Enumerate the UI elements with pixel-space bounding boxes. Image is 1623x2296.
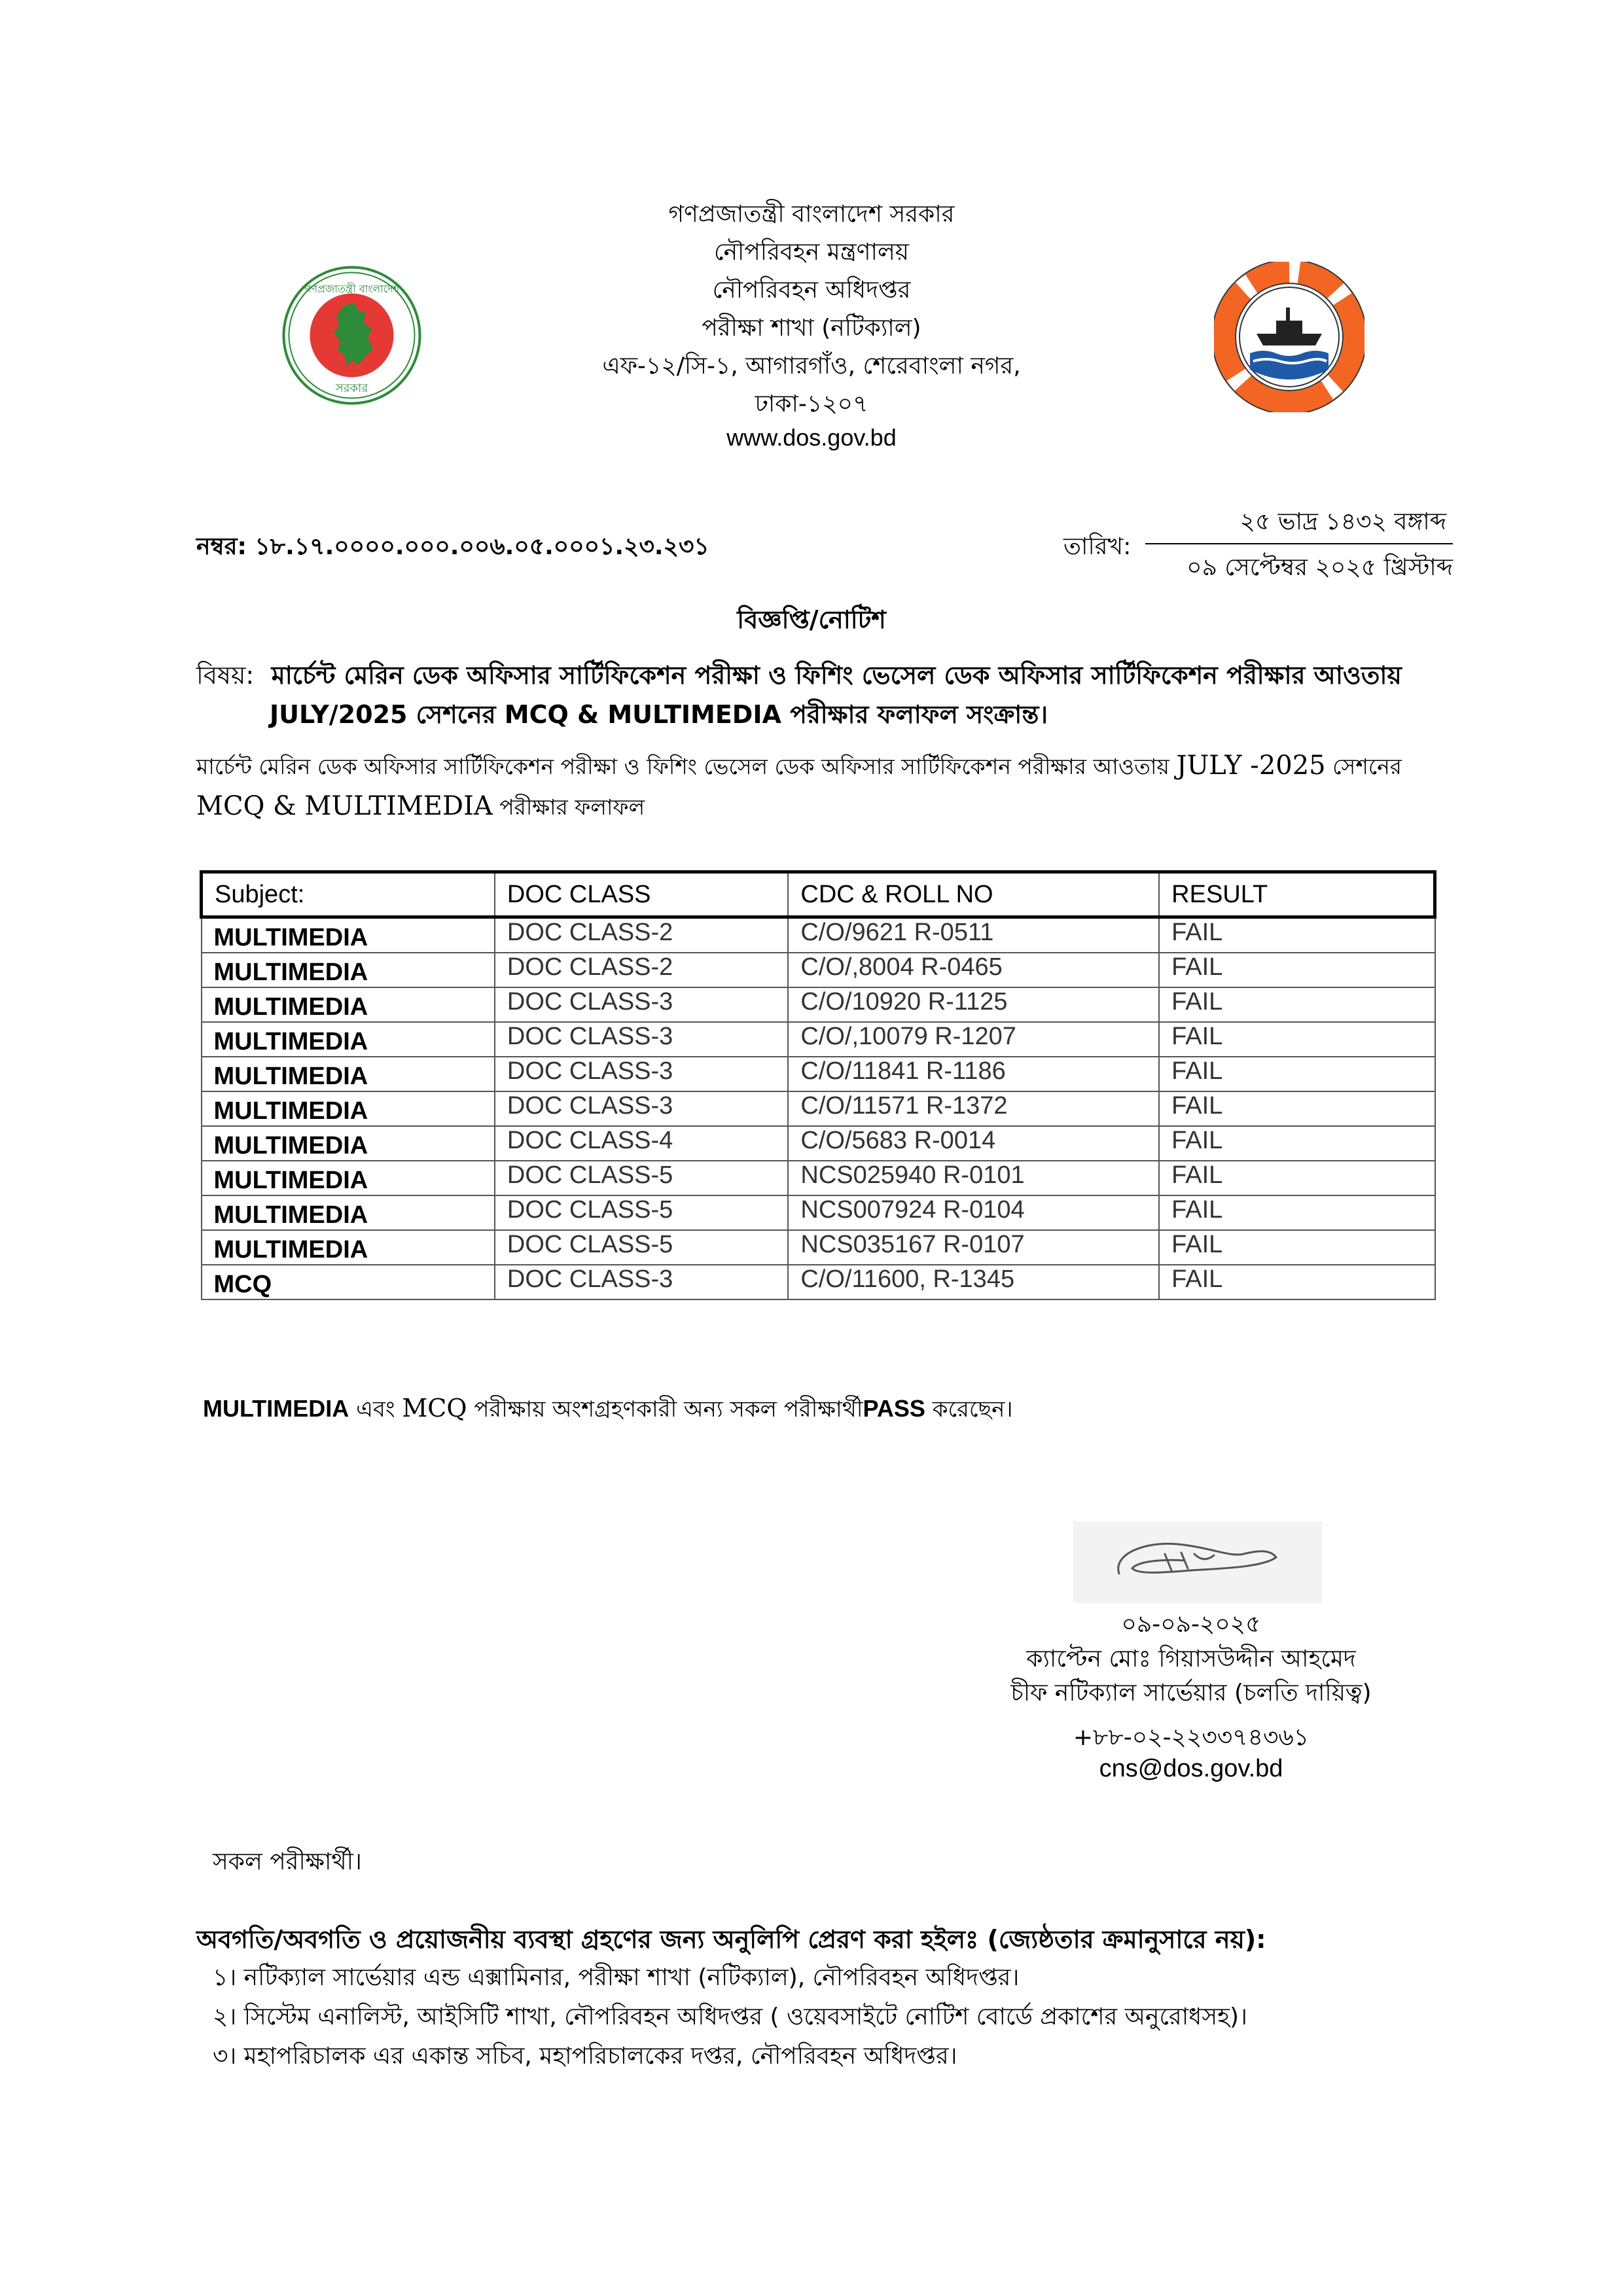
- cell-subject: MULTIMEDIA: [202, 1022, 495, 1057]
- cell-cdc-roll: C/O/,10079 R-1207: [788, 1022, 1159, 1057]
- table-row: [202, 1022, 1435, 1057]
- signature-image: [1073, 1521, 1322, 1603]
- signatory-designation: চীফ নটিক্যাল সার্ভেয়ার (চলতি দায়িত্ব): [1010, 1680, 1372, 1706]
- copy-heading: অবগতি/অবগতি ও প্রয়োজনীয় ব্যবস্থা গ্রহণের জন্য অনুলিপি প্রেরণ করা হইলঃ (জ্যেষ্ঠতার ক্রমানুসারে নয়):: [196, 1925, 1266, 1954]
- cell-doc-class: DOC CLASS-5: [495, 1161, 788, 1195]
- distribution: সকল পরীক্ষার্থী।: [213, 1848, 362, 1875]
- results-table: [200, 870, 1436, 1300]
- table-row: [202, 1091, 1435, 1126]
- subject-label: বিষয়:: [196, 661, 255, 690]
- cell-doc-class: DOC CLASS-3: [495, 987, 788, 1022]
- table-header-row: [202, 872, 1435, 917]
- cell-subject: MULTIMEDIA: [202, 1091, 495, 1126]
- cell-subject: MULTIMEDIA: [202, 1195, 495, 1230]
- date-english: ০৯ সেপ্টেম্বর ২০২৫ খ্রিস্টাব্দ: [1186, 554, 1453, 581]
- cell-result: FAIL: [1159, 1265, 1435, 1299]
- signatory-name: ক্যাপ্টেন মোঃ গিয়াসউদ্দীন আহমেদ: [1026, 1646, 1356, 1672]
- cell-subject: MULTIMEDIA: [202, 917, 495, 953]
- subject-line-2: JULY/2025 সেশনের MCQ & MULTIMEDIA পরীক্ষার ফলাফল সংক্রান্ত।: [270, 700, 1048, 729]
- intro-part-2: সেশনের: [1332, 754, 1402, 779]
- cell-doc-class: DOC CLASS-4: [495, 1126, 788, 1161]
- cell-cdc-roll: C/O/9621 R-0511: [788, 917, 1159, 953]
- pass-note: [203, 1392, 1013, 1430]
- date-divider: [1145, 543, 1453, 544]
- cell-cdc-roll: C/O/,8004 R-0465: [788, 953, 1159, 987]
- cell-result: FAIL: [1159, 1022, 1435, 1057]
- cell-result: FAIL: [1159, 1126, 1435, 1161]
- cell-result: FAIL: [1159, 1161, 1435, 1195]
- header-address: এফ-১২/সি-১, আগারগাঁও, শেরেবাংলা নগর,: [602, 353, 1021, 380]
- copy-item-1: ১। নটিক্যাল সার্ভেয়ার এন্ড এক্সামিনার, পরীক্ষা শাখা (নটিক্যাল), নৌপরিবহন অধিদপ্তর।: [213, 1964, 1020, 1991]
- table-row: [202, 1195, 1435, 1230]
- intro-paragraph: [196, 746, 1440, 827]
- memo-number: নম্বর: ১৮.১৭.০০০০.০০০.০০৬.০৫.০০০১.২৩.২৩১: [196, 533, 709, 560]
- cell-subject: MULTIMEDIA: [202, 953, 495, 987]
- notice-title: বিজ্ঞপ্তি/নোটিশ: [737, 605, 886, 634]
- results-table-body: [202, 917, 1435, 1300]
- header-government-name: গণপ্রজাতন্ত্রী বাংলাদেশ সরকার: [668, 201, 955, 228]
- cell-result: FAIL: [1159, 917, 1435, 953]
- cell-cdc-roll: C/O/11841 R-1186: [788, 1057, 1159, 1091]
- cell-doc-class: DOC CLASS-5: [495, 1195, 788, 1230]
- cell-doc-class: DOC CLASS-2: [495, 953, 788, 987]
- subject-block: [196, 656, 1440, 734]
- pass-note-mcq: MCQ: [402, 1394, 467, 1422]
- government-seal-icon: [281, 265, 422, 406]
- pass-note-and: এবং: [356, 1396, 395, 1422]
- signatory-email-link[interactable]: cns@dos.gov.bd: [1099, 1755, 1283, 1782]
- subject-line-1: মার্চেন্ট মেরিন ডেক অফিসার সার্টিফিকেশন পরীক্ষা ও ফিশিং ভেসেল ডেক অফিসার সার্টিফিকেশন পরীক্ষার আওতায়: [271, 661, 1402, 690]
- copy-item-2: ২। সিস্টেম এনালিস্ট, আইসিটি শাখা, নৌপরিবহন অধিদপ্তর ( ওয়েবসাইটে নোটিশ বোর্ডে প্রকাশের অনুরোধসহ)।: [213, 2004, 1247, 2030]
- cell-subject: MCQ: [202, 1265, 495, 1299]
- table-row: [202, 987, 1435, 1022]
- cell-result: FAIL: [1159, 1230, 1435, 1265]
- header-subject: Subject:: [202, 872, 495, 917]
- header-ministry: নৌপরিবহন মন্ত্রণালয়: [713, 239, 910, 266]
- pass-note-end: করেছেন।: [932, 1396, 1013, 1422]
- cell-result: FAIL: [1159, 953, 1435, 987]
- copy-item-3: ৩। মহাপরিচালক এর একান্ত সচিব, মহাপরিচালকের দপ্তর, নৌপরিবহন অধিদপ্তর।: [213, 2043, 957, 2070]
- intro-mcq-multimedia: MCQ & MULTIMEDIA: [196, 791, 493, 821]
- cell-subject: MULTIMEDIA: [202, 1126, 495, 1161]
- cell-doc-class: DOC CLASS-3: [495, 1022, 788, 1057]
- signatory-phone: +৮৮-০২-২২৩৩৭৪৩৬১: [1073, 1724, 1310, 1751]
- cell-doc-class: DOC CLASS-3: [495, 1057, 788, 1091]
- cell-doc-class: DOC CLASS-5: [495, 1230, 788, 1265]
- table-row: [202, 1057, 1435, 1091]
- cell-cdc-roll: NCS025940 R-0101: [788, 1161, 1159, 1195]
- cell-cdc-roll: NCS035167 R-0107: [788, 1230, 1159, 1265]
- table-row: [202, 917, 1435, 953]
- pass-note-multimedia: MULTIMEDIA: [203, 1395, 349, 1422]
- header-result: RESULT: [1159, 872, 1435, 917]
- cell-result: FAIL: [1159, 1091, 1435, 1126]
- header-city: ঢাকা-১২০৭: [755, 391, 868, 417]
- cell-cdc-roll: C/O/11600, R-1345: [788, 1265, 1159, 1299]
- header-website-link[interactable]: www.dos.gov.bd: [726, 424, 897, 451]
- table-row: [202, 1126, 1435, 1161]
- table-row: [202, 1230, 1435, 1265]
- cell-result: FAIL: [1159, 1195, 1435, 1230]
- cell-cdc-roll: C/O/5683 R-0014: [788, 1126, 1159, 1161]
- date-bangla: ২৫ ভাদ্র ১৪৩২ বঙ্গাব্দ: [1240, 508, 1446, 535]
- header-department: নৌপরিবহন অধিদপ্তর: [712, 277, 911, 304]
- date-label: তারিখ:: [1063, 533, 1132, 560]
- signature-date: ০৯-০৯-২০২৫: [1121, 1611, 1261, 1638]
- cell-doc-class: DOC CLASS-3: [495, 1265, 788, 1299]
- cell-cdc-roll: C/O/10920 R-1125: [788, 987, 1159, 1022]
- header-cdc-roll: CDC & ROLL NO: [788, 872, 1159, 917]
- header-doc-class: DOC CLASS: [495, 872, 788, 917]
- table-row: [202, 1161, 1435, 1195]
- pass-note-text: পরীক্ষায় অংশগ্রহণকারী অন্য সকল পরীক্ষার্থী: [474, 1396, 863, 1422]
- cell-result: FAIL: [1159, 1057, 1435, 1091]
- cell-doc-class: DOC CLASS-3: [495, 1091, 788, 1126]
- seal-text-top: গণপ্রজাতন্ত্রী বাংলাদেশ: [304, 283, 400, 295]
- intro-session: JULY -2025: [1176, 751, 1326, 781]
- cell-result: FAIL: [1159, 987, 1435, 1022]
- cell-doc-class: DOC CLASS-2: [495, 917, 788, 953]
- cell-subject: MULTIMEDIA: [202, 1161, 495, 1195]
- header-section: পরীক্ষা শাখা (নটিক্যাল): [702, 315, 921, 342]
- table-row: [202, 1265, 1435, 1299]
- cell-cdc-roll: NCS007924 R-0104: [788, 1195, 1159, 1230]
- cell-cdc-roll: C/O/11571 R-1372: [788, 1091, 1159, 1126]
- table-row: [202, 953, 1435, 987]
- cell-subject: MULTIMEDIA: [202, 1230, 495, 1265]
- signature-scribble-icon: [1073, 1521, 1322, 1603]
- department-of-shipping-logo-icon: [1214, 262, 1364, 412]
- intro-part-3: পরীক্ষার ফলাফল: [499, 794, 645, 820]
- cell-subject: MULTIMEDIA: [202, 987, 495, 1022]
- seal-text-bottom: সরকার: [335, 381, 368, 395]
- cell-subject: MULTIMEDIA: [202, 1057, 495, 1091]
- pass-note-pass: PASS: [863, 1395, 925, 1422]
- intro-part-1: মার্চেন্ট মেরিন ডেক অফিসার সার্টিফিকেশন পরীক্ষা ও ফিশিং ভেসেল ডেক অফিসার সার্টিফিকেশন পরীক্ষার আওতায়: [196, 754, 1169, 779]
